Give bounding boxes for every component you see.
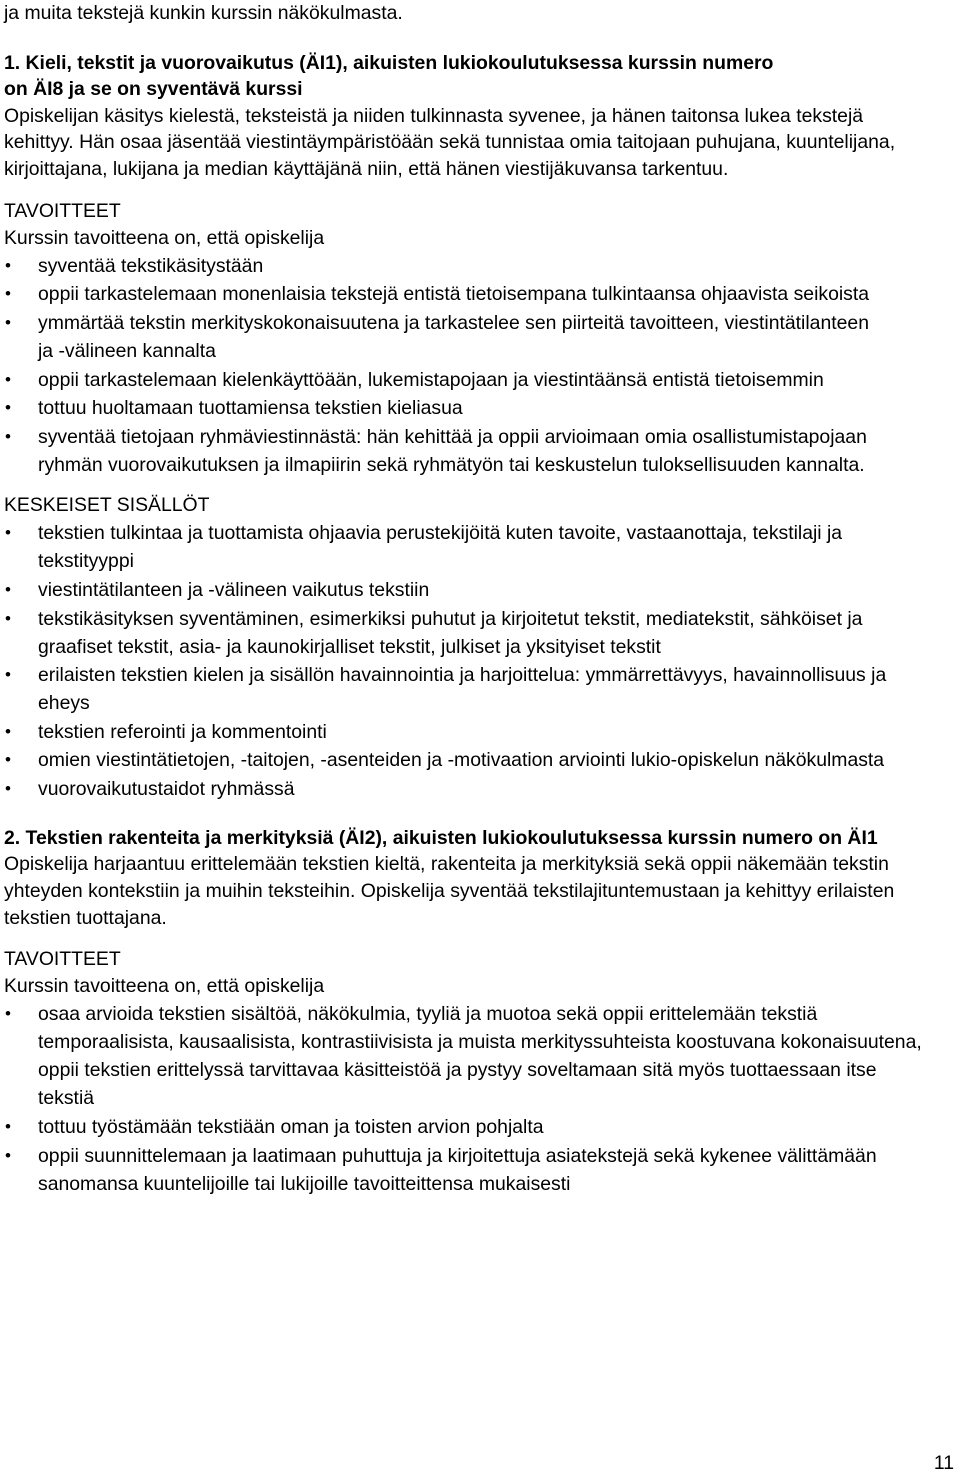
bullet-icon: •	[5, 369, 11, 389]
list-item: • ymmärtää tekstin merkityskokonaisuutena ja tarkastelee sen piirteitä tavoitteen, viestintätilanteen ja -välineen kannalta	[4, 309, 884, 365]
list-item: • oppii tarkastelemaan monenlaisia tekstejä entistä tietoisempana tulkintaansa ohjaavista seikoista	[4, 280, 884, 308]
list-item: • oppii suunnittelemaan ja laatimaan puhuttuja ja kirjoitettuja asiatekstejä sekä kykenee välittämään sanomansa kuuntelijoille tai lukijoille tavoitteittensa mukaisesti	[4, 1142, 924, 1198]
course1-section	[4, 50, 956, 803]
course1-content-list	[4, 519, 924, 803]
course1-goals-intro: Kurssin tavoitteena on, että opiskelija	[4, 226, 325, 249]
document-page	[4, 0, 956, 1198]
bullet-icon: •	[5, 721, 11, 741]
bullet-icon: •	[5, 398, 11, 418]
bullet-icon: •	[5, 426, 11, 446]
course2-section	[4, 825, 956, 1198]
course1-content-heading: KESKEISET SISÄLLÖT	[4, 493, 210, 516]
list-item: • omien viestintätietojen, -taitojen, -asenteiden ja -motivaation arviointi lukio-opiskelun näkökulmasta	[4, 746, 924, 774]
course2-goals-heading: TAVOITTEET	[4, 948, 121, 971]
bullet-icon: •	[5, 1145, 11, 1165]
bullet-icon: •	[5, 1117, 11, 1137]
list-item: • oppii tarkastelemaan kielenkäyttöään, lukemistapojaan ja viestintäänsä entistä tietoisemmin	[4, 366, 884, 394]
course1-goals-list	[4, 252, 884, 479]
list-item: • viestintätilanteen ja -välineen vaikutus tekstiin	[4, 576, 924, 604]
intro-line: ja muita tekstejä kunkin kurssin näkökulmasta.	[4, 2, 403, 24]
bullet-icon: •	[5, 778, 11, 798]
list-item: • tekstikäsityksen syventäminen, esimerkiksi puhutut ja kirjoitetut tekstit, mediatekstit, sähköiset ja graafiset tekstit, asia- ja kaunokirjalliset tekstit, julkiset ja yksityiset tekstit	[4, 605, 924, 661]
course1-title-line2: on ÄI8 ja se on syventävä kurssi	[4, 78, 303, 101]
bullet-icon: •	[5, 284, 11, 304]
course2-title: 2. Tekstien rakenteita ja merkityksiä (ÄI2), aikuisten lukiokoulutuksessa kurssin numero on ÄI1	[4, 826, 878, 849]
course1-title-line1: 1. Kieli, tekstit ja vuorovaikutus (ÄI1), aikuisten lukiokoulutuksessa kurssin numero	[4, 51, 774, 74]
list-item: • tekstien referointi ja kommentointi	[4, 718, 924, 746]
course2-goals-list	[4, 1000, 924, 1197]
list-item: • erilaisten tekstien kielen ja sisällön havainnointia ja harjoittelua: ymmärrettävyys, havainnollisuus ja eheys	[4, 661, 924, 717]
bullet-icon: •	[5, 608, 11, 628]
bullet-icon: •	[5, 750, 11, 770]
bullet-icon: •	[5, 523, 11, 543]
list-item: • tottuu huoltamaan tuottamiensa tekstien kieliasua	[4, 394, 884, 422]
list-item: • tekstien tulkintaa ja tuottamista ohjaavia perustekijöitä kuten tavoite, vastaanottaja, tekstilaji ja tekstityyppi	[4, 519, 924, 575]
list-item: • syventää tekstikäsitystään	[4, 252, 884, 280]
course2-description: Opiskelija harjaantuu erittelemään tekstien kieltä, rakenteita ja merkityksiä sekä oppii näkemään tekstin yhteyden kontekstiin ja muihin teksteihin. Opiskelija syventää tekstilajituntemustaan ja kehittyy erilaisten tekstien tuottajana.	[4, 853, 895, 929]
course1-description-rest: Hän osaa jäsentää viestintäympäristöään sekä tunnistaa omia taitojaan puhujana, kuuntelijana, kirjoittajana, lukijana ja median käyttäjänä niin, että hänen viestijäkuvansa tarkentuu.	[4, 131, 896, 180]
bullet-icon: •	[5, 1004, 11, 1024]
course2-goals-intro: Kurssin tavoitteena on, että opiskelija	[4, 975, 325, 998]
list-item: • osaa arvioida tekstien sisältöä, näkökulmia, tyyliä ja muotoa sekä oppii erittelemään tekstiä temporaalisista, kausaalisista, kontrastiivisista ja muista merkityssuhteista koostuvana kokonaisuutena, oppii tekstien erittelyssä tarvittavaa käsitteistöä ja pystyy soveltamaan sitä myös tuottaessaan itse tekstiä	[4, 1000, 924, 1112]
bullet-icon: •	[5, 255, 11, 275]
course1-description	[4, 103, 934, 183]
course1-description-plain: Opiskelijan käsitys kielestä, teksteistä ja niiden tulkinnasta syvenee, ja hänen taitonsa lukea tekstejä kehittyy.	[4, 104, 864, 154]
bullet-icon: •	[5, 665, 11, 685]
list-item: • syventää tietojaan ryhmäviestinnästä: hän kehittää ja oppii arvioimaan omia osallistumistapojaan ryhmän vuorovaikutuksen ja ilmapiirin sekä ryhmätyön tai keskustelun tuloksellisuuden kannalta.	[4, 423, 884, 479]
list-item: • vuorovaikutustaidot ryhmässä	[4, 775, 924, 803]
bullet-icon: •	[5, 579, 11, 599]
list-item: • tottuu työstämään tekstiään oman ja toisten arvion pohjalta	[4, 1113, 924, 1141]
page-number: 11	[933, 1452, 954, 1474]
course1-goals-heading: TAVOITTEET	[4, 199, 121, 222]
bullet-icon: •	[5, 312, 11, 332]
